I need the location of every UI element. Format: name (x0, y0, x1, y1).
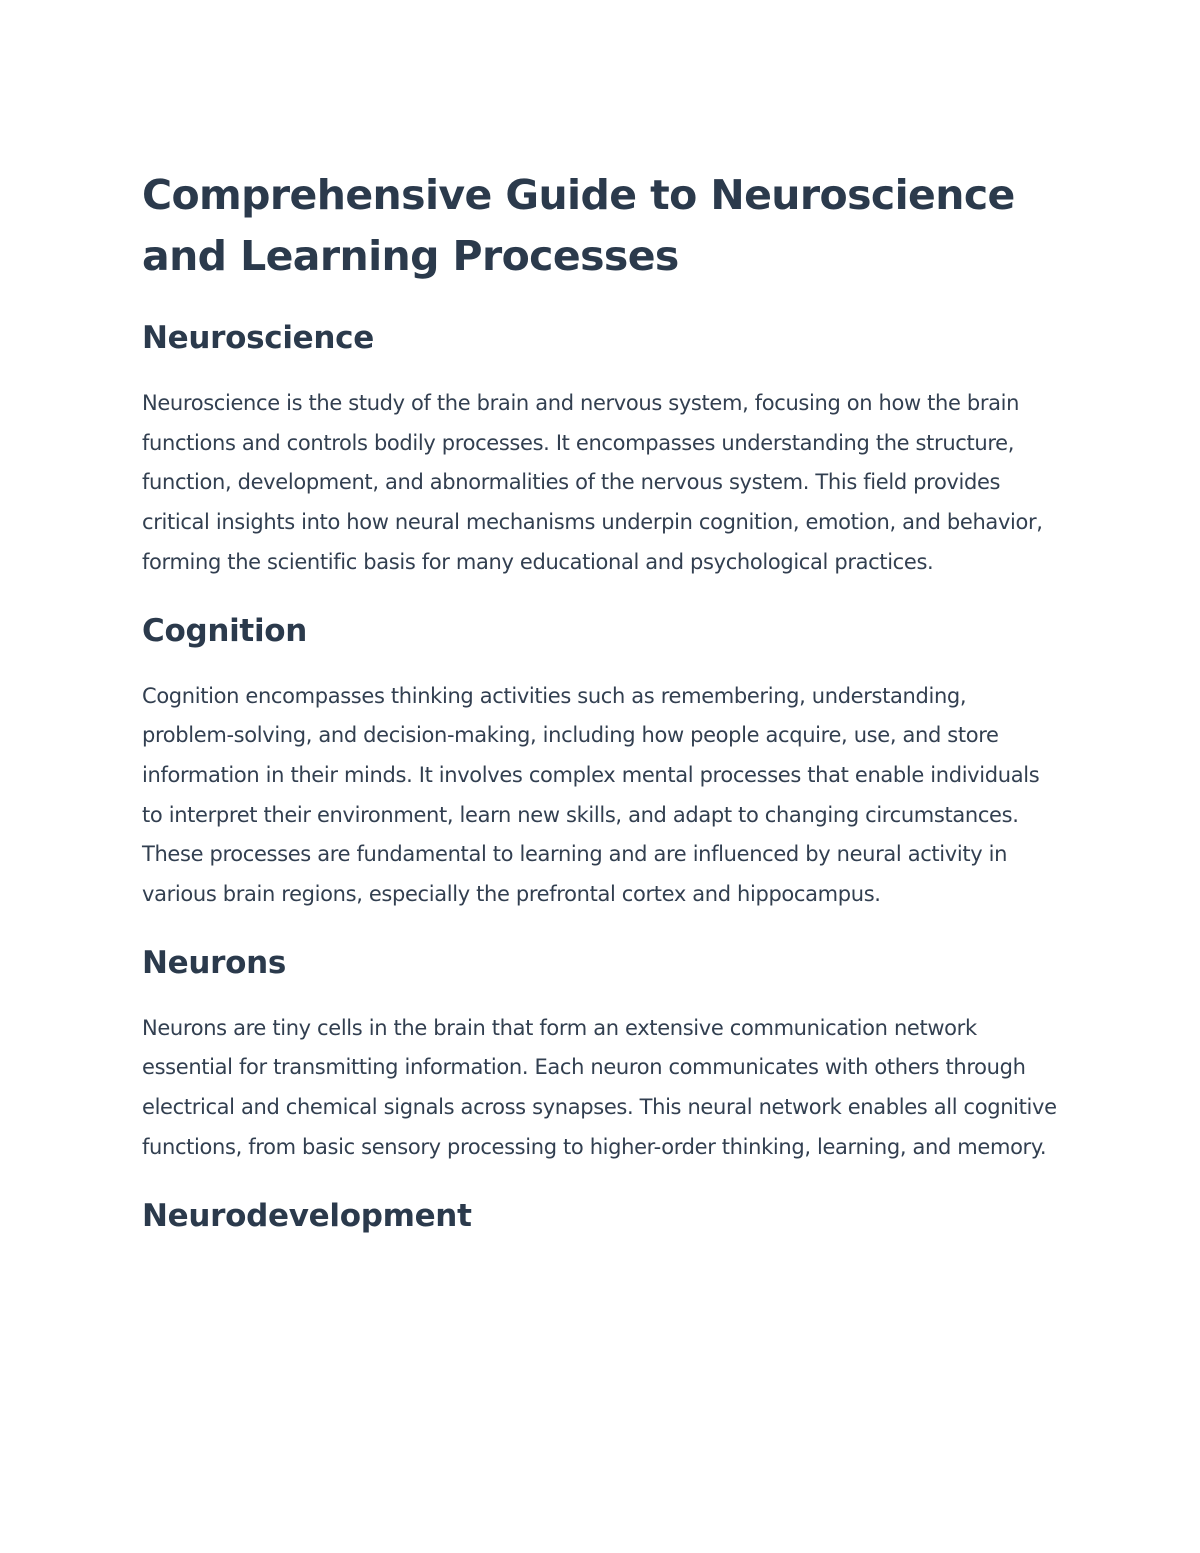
section-body-neuroscience: Neuroscience is the study of the brain and nervous system, focusing on how the brain functions and controls bodily processes. It encompasses understanding the structure, function, development, and abnormalities of the nervous system. This field provides critical insights into how neural mechanisms underpin cognition, emotion, and behavior, forming the scientific basis for many educational and psychological practices. (142, 391, 1043, 574)
section-body-neurons: Neurons are tiny cells in the brain that form an extensive communication network essential for transmitting information. Each neuron communicates with others through electrical and chemical signals across synapses. This neural network enables all cognitive functions, from basic sensory processing to higher-order thinking, learning, and memory. (142, 1015, 1057, 1159)
section-body-cognition: Cognition encompasses thinking activities such as remembering, understanding, problem-solving, and decision-making, including how people acquire, use, and store information in their minds. It involves complex mental processes that enable individuals to interpret their environment, learn new skills, and adapt to changing circumstances. These processes are fundamental to learning and are influenced by neural activity in various brain regions, especially the prefrontal cortex and hippocampus. (142, 683, 1040, 907)
section-heading-neurons: Neurons (142, 944, 287, 981)
section-heading-neurodevelopment: Neurodevelopment (142, 1197, 472, 1234)
section-heading-neuroscience: Neuroscience (142, 320, 374, 356)
document-title: Comprehensive Guide to Neuroscience and Learning Processes (142, 171, 1015, 280)
document-page (142, 165, 1062, 1237)
section-heading-cognition: Cognition (142, 612, 308, 649)
